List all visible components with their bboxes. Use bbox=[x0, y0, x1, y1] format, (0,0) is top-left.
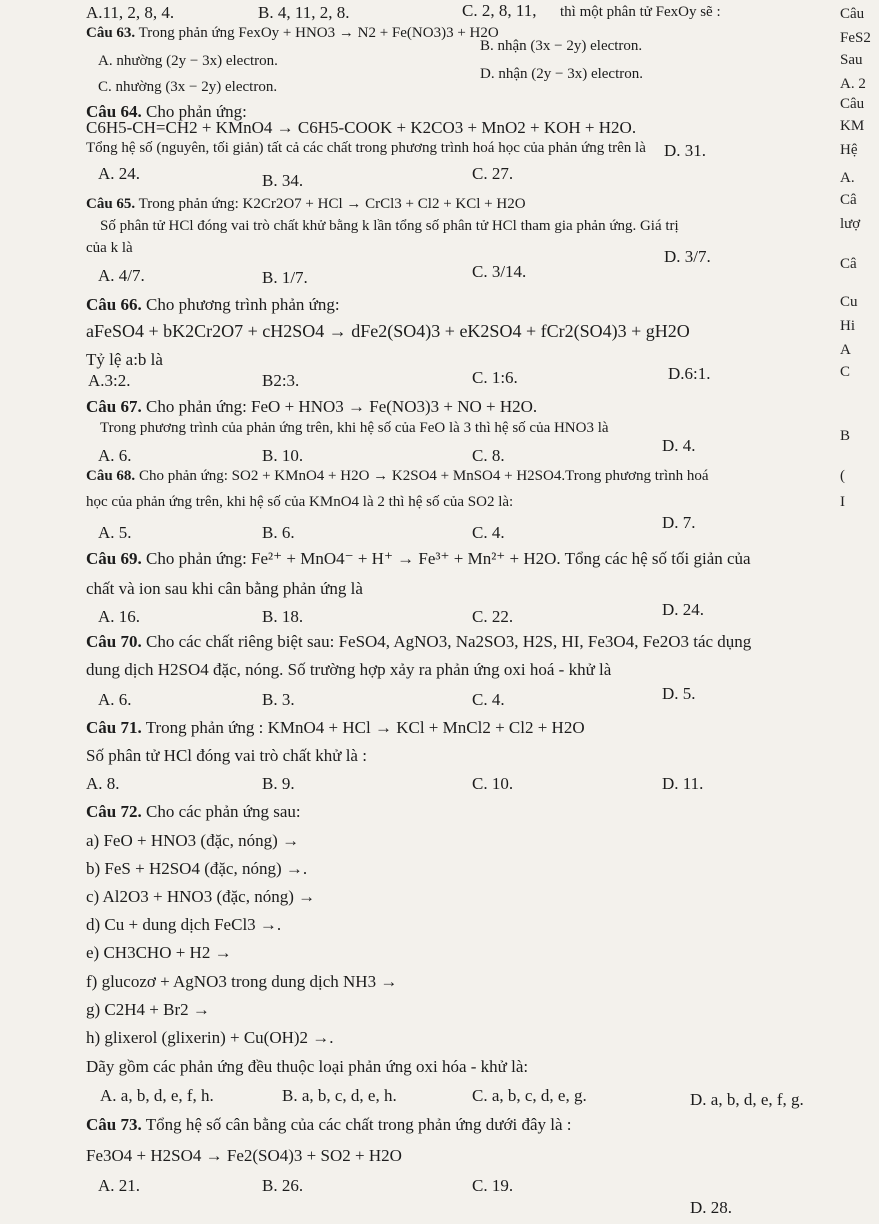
q63-question: Câu 63. Trong phản ứng FexOy + HNO3 → N2 + Fe(NO3)3 + H2O bbox=[86, 25, 499, 41]
q69-stem: chất và ion sau khi cân bằng phản ứng là bbox=[86, 579, 363, 598]
q72-option-b: B. a, b, c, d, e, h. bbox=[282, 1086, 397, 1105]
edge-text: FeS2 bbox=[840, 30, 871, 46]
q69-option-b: B. 18. bbox=[262, 607, 304, 626]
q64-option-d: D. 31. bbox=[664, 141, 707, 160]
q65-option-c: C. 3/14. bbox=[472, 262, 527, 281]
q63-option-b: B. nhận (3x − 2y) electron. bbox=[480, 38, 643, 54]
q65-option-d: D. 3/7. bbox=[664, 247, 711, 266]
edge-text: Hi bbox=[840, 318, 855, 334]
top-option-a: A.11, 2, 8, 4. bbox=[86, 3, 175, 22]
q69-option-c: C. 22. bbox=[472, 607, 514, 626]
q70-option-b: B. 3. bbox=[262, 690, 295, 709]
q73-option-d: D. 28. bbox=[690, 1198, 733, 1217]
q68-stem: học của phản ứng trên, khi hệ số của KMnO4 là 2 thì hệ số của SO2 là: bbox=[86, 494, 514, 510]
q69-option-d: D. 24. bbox=[662, 600, 705, 619]
q68-option-d: D. 7. bbox=[662, 513, 696, 532]
q72-item-d: d) Cu + dung dịch FeCl3 →. bbox=[86, 915, 282, 934]
q64-equation: C6H5-CH=CH2 + KMnO4 → C6H5-COOK + K2CO3 + MnO2 + KOH + H2O. bbox=[86, 118, 637, 137]
q72-item-f: f) glucozơ + AgNO3 trong dung dịch NH3 → bbox=[86, 972, 398, 991]
q72-item-b: b) FeS + H2SO4 (đặc, nóng) →. bbox=[86, 859, 308, 878]
q66-equation: aFeSO4 + bK2Cr2O7 + cH2SO4 → dFe2(SO4)3 + eK2SO4 + fCr2(SO4)3 + gH2O bbox=[86, 321, 690, 341]
q73-option-a: A. 21. bbox=[98, 1176, 141, 1195]
q71-question: Câu 71. Trong phản ứng : KMnO4 + HCl → KCl + MnCl2 + Cl2 + H2O bbox=[86, 718, 585, 737]
q72-item-g: g) C2H4 + Br2 → bbox=[86, 1000, 210, 1019]
q67-option-c: C. 8. bbox=[472, 446, 505, 465]
q73-option-c: C. 19. bbox=[472, 1176, 514, 1195]
q68-option-b: B. 6. bbox=[262, 523, 295, 542]
q64-option-a: A. 24. bbox=[98, 164, 141, 183]
q70-option-a: A. 6. bbox=[98, 690, 132, 709]
edge-text: ( bbox=[840, 468, 845, 484]
q72-item-c: c) Al2O3 + HNO3 (đặc, nóng) → bbox=[86, 887, 316, 906]
q72-option-a: A. a, b, d, e, f, h. bbox=[100, 1086, 214, 1105]
q66-option-c: C. 1:6. bbox=[472, 368, 518, 387]
q64-option-c: C. 27. bbox=[472, 164, 514, 183]
q67-stem: Trong phương trình của phản ứng trên, khi hệ số của FeO là 3 thì hệ số của HNO3 là bbox=[100, 420, 609, 436]
q72-option-d: D. a, b, d, e, f, g. bbox=[690, 1090, 804, 1109]
q68-question: Câu 68. Cho phản ứng: SO2 + KMnO4 + H2O → K2SO4 + MnSO4 + H2SO4.Trong phương trình hoá bbox=[86, 468, 709, 484]
top-option-b: B. 4, 11, 2, 8. bbox=[258, 3, 350, 22]
edge-text: Sau bbox=[840, 52, 863, 68]
q64-option-b: B. 34. bbox=[262, 171, 304, 190]
q64-question: Câu 64. Cho phản ứng: bbox=[86, 102, 247, 121]
q70-option-d: D. 5. bbox=[662, 684, 696, 703]
edge-text: C bbox=[840, 364, 851, 380]
q66-stem: Tỷ lệ a:b là bbox=[86, 350, 163, 369]
q67-option-b: B. 10. bbox=[262, 446, 304, 465]
edge-text: Câu bbox=[840, 6, 865, 22]
q73-question: Câu 73. Tổng hệ số cân bằng của các chất trong phản ứng dưới đây là : bbox=[86, 1115, 572, 1134]
top-tail-text: thì một phân tử FexOy sẽ : bbox=[560, 4, 721, 20]
q70-stem: dung dịch H2SO4 đặc, nóng. Số trường hợp xảy ra phản ứng oxi hoá - khử là bbox=[86, 660, 612, 679]
edge-text: KM bbox=[840, 118, 865, 134]
q71-stem: Số phân tử HCl đóng vai trò chất khử là : bbox=[86, 746, 367, 765]
edge-text: Hệ bbox=[840, 142, 858, 158]
edge-text: A bbox=[840, 342, 851, 358]
q72-option-c: C. a, b, c, d, e, g. bbox=[472, 1086, 587, 1105]
q63-option-a: A. nhường (2y − 3x) electron. bbox=[98, 53, 278, 69]
edge-text: Cu bbox=[840, 294, 858, 310]
q65-question: Câu 65. Trong phản ứng: K2Cr2O7 + HCl → CrCl3 + Cl2 + KCl + H2O bbox=[86, 196, 526, 212]
q68-option-c: C. 4. bbox=[472, 523, 505, 542]
q68-option-a: A. 5. bbox=[98, 523, 132, 542]
q73-equation: Fe3O4 + H2SO4 → Fe2(SO4)3 + SO2 + H2O bbox=[86, 1146, 402, 1165]
q67-option-d: D. 4. bbox=[662, 436, 696, 455]
edge-text: Câ bbox=[840, 256, 857, 272]
q72-item-a: a) FeO + HNO3 (đặc, nóng) → bbox=[86, 831, 300, 850]
q71-option-c: C. 10. bbox=[472, 774, 514, 793]
q67-question: Câu 67. Cho phản ứng: FeO + HNO3 → Fe(NO3)3 + NO + H2O. bbox=[86, 397, 538, 416]
edge-text: Câ bbox=[840, 192, 857, 208]
q71-option-b: B. 9. bbox=[262, 774, 295, 793]
q69-option-a: A. 16. bbox=[98, 607, 141, 626]
q65-stem: Số phân tử HCl đóng vai trò chất khử bằng k lần tổng số phân tử HCl tham gia phản ứng. Giá trị bbox=[100, 218, 679, 234]
q71-option-a: A. 8. bbox=[86, 774, 120, 793]
q63-option-c: C. nhường (3x − 2y) electron. bbox=[98, 79, 278, 95]
edge-text: I bbox=[840, 494, 845, 510]
q65-stem-2: của k là bbox=[86, 240, 133, 256]
edge-text: Câu bbox=[840, 96, 865, 112]
q70-option-c: C. 4. bbox=[472, 690, 505, 709]
q66-option-b: B2:3. bbox=[262, 371, 300, 390]
q66-option-d: D.6:1. bbox=[668, 364, 711, 383]
q64-stem: Tổng hệ số (nguyên, tối giản) tất cả các chất trong phương trình hoá học của phản ứng trên là bbox=[86, 140, 646, 156]
edge-text: A. 2 bbox=[840, 76, 866, 92]
edge-text: lượ bbox=[840, 216, 861, 232]
q72-stem: Dãy gồm các phản ứng đều thuộc loại phản ứng oxi hóa - khử là: bbox=[86, 1057, 529, 1076]
q70-question: Câu 70. Cho các chất riêng biệt sau: FeSO4, AgNO3, Na2SO3, H2S, HI, Fe3O4, Fe2O3 tác dụng bbox=[86, 632, 752, 651]
edge-text: A. bbox=[840, 170, 855, 186]
q66-option-a: A.3:2. bbox=[88, 371, 131, 390]
top-option-c: C. 2, 8, 11, bbox=[462, 1, 537, 20]
q63-option-d: D. nhận (2y − 3x) electron. bbox=[480, 66, 643, 82]
q65-option-a: A. 4/7. bbox=[98, 266, 145, 285]
q72-item-e: e) CH3CHO + H2 → bbox=[86, 943, 232, 962]
q67-option-a: A. 6. bbox=[98, 446, 132, 465]
edge-text: B bbox=[840, 428, 851, 444]
q72-question: Câu 72. Cho các phản ứng sau: bbox=[86, 802, 301, 821]
q69-question: Câu 69. Cho phản ứng: Fe²⁺ + MnO4⁻ + H⁺ → Fe³⁺ + Mn²⁺ + H2O. Tổng các hệ số tối giản của bbox=[86, 549, 751, 568]
q66-question: Câu 66. Cho phương trình phản ứng: bbox=[86, 295, 340, 314]
q65-option-b: B. 1/7. bbox=[262, 268, 308, 287]
q72-item-h: h) glixerol (glixerin) + Cu(OH)2 →. bbox=[86, 1028, 334, 1047]
q71-option-d: D. 11. bbox=[662, 774, 704, 793]
q73-option-b: B. 26. bbox=[262, 1176, 304, 1195]
